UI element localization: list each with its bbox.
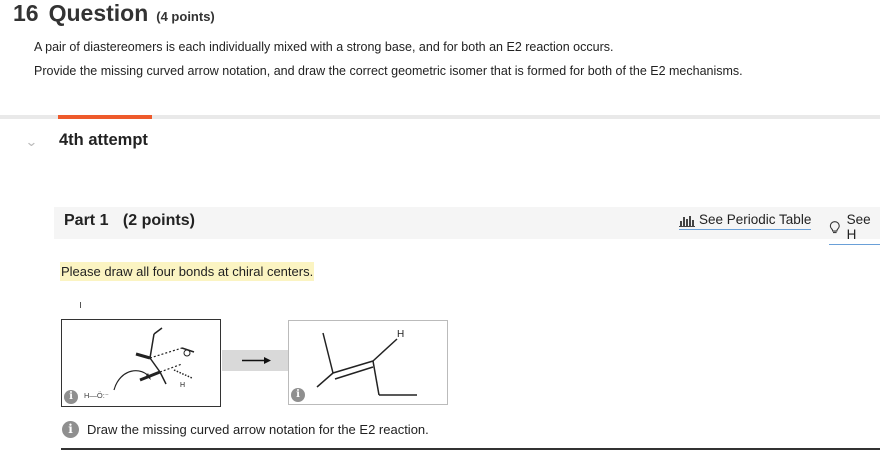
reaction-arrow-icon (222, 350, 288, 371)
attempt-label[interactable]: 4th attempt (59, 131, 148, 149)
reactant-h-label: H (180, 382, 186, 389)
reactant-structure-drawing (62, 320, 220, 406)
part-title (64, 212, 195, 230)
info-note-text: Draw the missing curved arrow notation for the E2 reaction. (87, 422, 429, 437)
question-text-line-1: A pair of diastereomers is each individually mixed with a strong base, and for both an E2 reaction occurs. (34, 40, 614, 54)
question-points: (4 points) (156, 9, 215, 24)
base-label: H—Ö:⁻ (84, 391, 109, 400)
product-info-icon[interactable]: i (291, 388, 305, 402)
product-structure-drawing (289, 321, 447, 404)
product-h-label: H (397, 329, 405, 340)
active-tab-indicator (58, 115, 152, 119)
question-text-line-2: Provide the missing curved arrow notation, and draw the correct geometric isomer that is formed for both of the E2 mechanisms. (34, 64, 743, 78)
chevron-down-icon[interactable]: ⌄ (24, 134, 38, 149)
hint-link[interactable] (829, 212, 880, 245)
part-label: Part 1 (64, 212, 109, 229)
info-note (62, 421, 429, 438)
instruction-text: Please draw all four bonds at chiral centers. (61, 264, 314, 279)
periodic-table-link-label: See Periodic Table (699, 212, 812, 227)
periodic-table-icon (679, 213, 695, 227)
periodic-table-link[interactable] (679, 212, 811, 230)
reactant-structure-box[interactable] (61, 319, 221, 407)
info-icon: i (62, 421, 79, 438)
lightbulb-icon (829, 220, 841, 235)
reaction-arrow-area (222, 350, 288, 371)
reactant-info-icon[interactable]: i (64, 390, 78, 404)
product-structure-box[interactable] (288, 320, 448, 405)
question-number: 16 (13, 0, 39, 26)
cursor-mark (80, 302, 81, 308)
hint-link-label: See H (846, 212, 871, 242)
bottom-rule (61, 448, 880, 450)
question-header (13, 0, 215, 27)
part-points: (2 points) (122, 212, 195, 229)
question-title: Question (48, 0, 149, 26)
